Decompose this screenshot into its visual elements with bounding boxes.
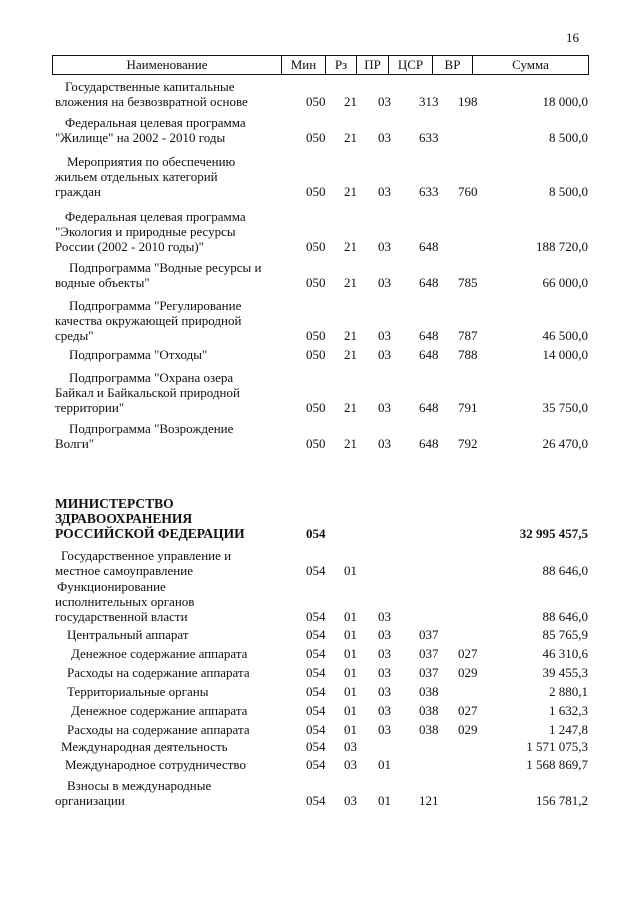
row-name-line: Территориальные органы: [67, 684, 209, 699]
table-row: [0, 579, 640, 624]
code-vr: 788: [458, 347, 478, 362]
row-sum: 32 995 457,5: [519, 526, 588, 541]
code-pr: 03: [378, 130, 391, 145]
row-name-line: Волги": [55, 436, 95, 451]
row-name: [55, 778, 295, 808]
table-row: [0, 209, 640, 254]
header-rz: Рз: [326, 56, 357, 74]
code-pr: 03: [378, 627, 391, 642]
row-name: [55, 154, 295, 199]
table-row: [0, 79, 640, 109]
row-name-line: организации: [55, 793, 125, 808]
row-name-line: Мероприятия по обеспечению: [67, 154, 236, 169]
code-min: 050: [306, 94, 326, 109]
row-name-line: жильем отдельных категорий: [55, 169, 218, 184]
row-name: [55, 684, 295, 699]
row-name-line: местное самоуправление: [55, 563, 193, 578]
row-name-line: Центральный аппарат: [67, 627, 189, 642]
table-row: [0, 154, 640, 199]
code-csr: 633: [419, 184, 439, 199]
row-name-line: Взносы в международные: [67, 778, 212, 793]
row-sum: 1 632,3: [549, 703, 588, 718]
row-name: [55, 209, 295, 254]
header-min: Мин: [282, 56, 326, 74]
code-rz: 21: [344, 275, 357, 290]
row-name-line: граждан: [55, 184, 101, 199]
row-name-line: Подпрограмма "Водные ресурсы и: [69, 260, 262, 275]
row-sum: 1 568 869,7: [526, 757, 588, 772]
code-min: 054: [306, 563, 326, 578]
row-name-line: Денежное содержание аппарата: [71, 646, 248, 661]
code-csr: 038: [419, 684, 439, 699]
code-min: 050: [306, 275, 326, 290]
table-row: [0, 548, 640, 578]
code-min: 050: [306, 130, 326, 145]
code-csr: 038: [419, 722, 439, 737]
code-min: 054: [306, 703, 326, 718]
code-rz: 01: [344, 646, 357, 661]
row-name: [55, 496, 295, 541]
row-name-line: РОССИЙСКОЙ ФЕДЕРАЦИИ: [55, 526, 245, 541]
row-name-line: Байкал и Байкальской природной: [55, 385, 240, 400]
row-name: [55, 298, 295, 343]
row-name-line: Государственное управление и: [61, 548, 232, 563]
row-name: [55, 370, 295, 415]
code-min: 050: [306, 400, 326, 415]
row-name: [55, 421, 295, 451]
code-pr: 03: [378, 184, 391, 199]
code-csr: 648: [419, 275, 439, 290]
row-sum: 46 500,0: [542, 328, 588, 343]
row-name-line: Подпрограмма "Регулирование: [69, 298, 242, 313]
code-csr: 648: [419, 400, 439, 415]
row-sum: 85 765,9: [542, 627, 588, 642]
row-sum: 66 000,0: [542, 275, 588, 290]
code-min: 054: [306, 739, 326, 754]
code-min: 050: [306, 328, 326, 343]
row-name-line: территории": [55, 400, 125, 415]
code-rz: 01: [344, 665, 357, 680]
code-rz: 21: [344, 328, 357, 343]
row-sum: 39 455,3: [542, 665, 588, 680]
row-name-line: МИНИСТЕРСТВО: [55, 496, 174, 511]
row-name-line: среды": [55, 328, 94, 343]
header-pr: ПР: [357, 56, 389, 74]
code-pr: 03: [378, 436, 391, 451]
code-rz: 01: [344, 563, 357, 578]
code-min: 054: [306, 609, 326, 624]
row-sum: 35 750,0: [542, 400, 588, 415]
code-min: 054: [306, 665, 326, 680]
row-sum: 1 571 075,3: [526, 739, 588, 754]
row-name-line: ЗДРАВООХРАНЕНИЯ: [55, 511, 193, 526]
row-sum: 46 310,6: [542, 646, 588, 661]
code-vr: 029: [458, 665, 478, 680]
row-name-line: Денежное содержание аппарата: [71, 703, 248, 718]
row-name-line: исполнительных органов: [55, 594, 195, 609]
row-name-line: Подпрограмма "Охрана озера: [69, 370, 234, 385]
row-name: [55, 757, 295, 772]
row-sum: 14 000,0: [542, 347, 588, 362]
table-row: [0, 778, 640, 808]
code-pr: 03: [378, 275, 391, 290]
code-csr: 313: [419, 94, 439, 109]
code-rz: 21: [344, 436, 357, 451]
code-min: 054: [306, 646, 326, 661]
code-csr: 037: [419, 665, 439, 680]
code-vr: 027: [458, 646, 478, 661]
table-row: [0, 646, 640, 661]
code-rz: 01: [344, 703, 357, 718]
code-rz: 21: [344, 94, 357, 109]
code-rz: 01: [344, 627, 357, 642]
code-pr: 03: [378, 400, 391, 415]
code-pr: 03: [378, 646, 391, 661]
header-vr: ВР: [433, 56, 473, 74]
code-csr: 038: [419, 703, 439, 718]
row-sum: 88 646,0: [542, 563, 588, 578]
table-row: [0, 703, 640, 718]
code-min: 050: [306, 184, 326, 199]
code-csr: 037: [419, 627, 439, 642]
code-min: 054: [306, 684, 326, 699]
row-name-line: Федеральная целевая программа: [65, 209, 246, 224]
row-name: [55, 347, 295, 362]
row-name: [55, 260, 295, 290]
row-name: [55, 722, 295, 737]
row-name-line: Функционирование: [57, 579, 166, 594]
code-vr: 027: [458, 703, 478, 718]
code-vr: 792: [458, 436, 478, 451]
row-name-line: Международное сотрудничество: [65, 757, 246, 772]
code-rz: 01: [344, 684, 357, 699]
row-name-line: качества окружающей природной: [55, 313, 242, 328]
code-csr: 633: [419, 130, 439, 145]
row-sum: 8 500,0: [549, 184, 588, 199]
code-vr: 785: [458, 275, 478, 290]
row-sum: 8 500,0: [549, 130, 588, 145]
row-sum: 18 000,0: [542, 94, 588, 109]
code-pr: 03: [378, 347, 391, 362]
code-vr: 029: [458, 722, 478, 737]
code-rz: 21: [344, 347, 357, 362]
code-csr: 037: [419, 646, 439, 661]
row-name-line: государственной власти: [55, 609, 188, 624]
code-rz: 01: [344, 722, 357, 737]
code-rz: 03: [344, 757, 357, 772]
row-sum: 88 646,0: [542, 609, 588, 624]
code-rz: 21: [344, 130, 357, 145]
table-row: [0, 496, 640, 541]
table-row: [0, 665, 640, 680]
row-sum: 188 720,0: [536, 239, 588, 254]
code-min: 050: [306, 347, 326, 362]
page-number: 16: [566, 30, 579, 45]
row-sum: 156 781,2: [536, 793, 588, 808]
row-name-line: водные объекты": [55, 275, 150, 290]
code-csr: 648: [419, 328, 439, 343]
row-name: [55, 703, 295, 718]
code-csr: 648: [419, 436, 439, 451]
row-name-line: Международная деятельность: [61, 739, 228, 754]
code-vr: 787: [458, 328, 478, 343]
table-row: [0, 298, 640, 343]
row-name-line: вложения на безвозвратной основе: [55, 94, 248, 109]
row-name-line: "Жилище" на 2002 - 2010 годы: [55, 130, 226, 145]
code-pr: 03: [378, 94, 391, 109]
code-min: 054: [306, 793, 326, 808]
code-rz: 21: [344, 184, 357, 199]
row-name-line: Расходы на содержание аппарата: [67, 722, 250, 737]
code-pr: 03: [378, 703, 391, 718]
table-header: [52, 55, 589, 75]
row-sum: 2 880,1: [549, 684, 588, 699]
row-name-line: России (2002 - 2010 годы)": [55, 239, 204, 254]
table-row: [0, 739, 640, 754]
header-csr: ЦСР: [389, 56, 433, 74]
row-name: [55, 627, 295, 642]
row-name: [55, 115, 295, 145]
code-vr: 198: [458, 94, 478, 109]
code-pr: 01: [378, 757, 391, 772]
row-name-line: Государственные капитальные: [65, 79, 235, 94]
code-rz: 03: [344, 739, 357, 754]
row-name: [55, 579, 295, 624]
code-pr: 03: [378, 609, 391, 624]
code-pr: 03: [378, 684, 391, 699]
code-csr: 648: [419, 239, 439, 254]
code-vr: 791: [458, 400, 478, 415]
row-name-line: Федеральная целевая программа: [65, 115, 246, 130]
code-rz: 21: [344, 400, 357, 415]
row-name: [55, 665, 295, 680]
header-name: Наименование: [53, 56, 282, 74]
row-name-line: "Экология и природные ресурсы: [55, 224, 236, 239]
code-pr: 03: [378, 722, 391, 737]
table-row: [0, 370, 640, 415]
code-pr: 03: [378, 239, 391, 254]
table-row: [0, 684, 640, 699]
code-csr: 648: [419, 347, 439, 362]
row-name-line: Подпрограмма "Отходы": [69, 347, 208, 362]
code-min: 054: [306, 722, 326, 737]
table-row: [0, 347, 640, 362]
table-row: [0, 757, 640, 772]
row-sum: 26 470,0: [542, 436, 588, 451]
table-row: [0, 115, 640, 145]
code-pr: 03: [378, 665, 391, 680]
code-min: 054: [306, 627, 326, 642]
code-csr: 121: [419, 793, 439, 808]
header-sum: Сумма: [512, 57, 549, 72]
code-min: 050: [306, 239, 326, 254]
code-rz: 03: [344, 793, 357, 808]
code-rz: 01: [344, 609, 357, 624]
row-name: [55, 739, 295, 754]
row-name-line: Подпрограмма "Возрождение: [69, 421, 234, 436]
code-pr: 01: [378, 793, 391, 808]
table-row: [0, 722, 640, 737]
row-name: [55, 79, 295, 109]
row-name: [55, 548, 295, 578]
code-min: 054: [306, 526, 326, 541]
code-vr: 760: [458, 184, 478, 199]
table-row: [0, 627, 640, 642]
code-min: 054: [306, 757, 326, 772]
row-sum: 1 247,8: [549, 722, 588, 737]
code-min: 050: [306, 436, 326, 451]
code-pr: 03: [378, 328, 391, 343]
row-name-line: Расходы на содержание аппарата: [67, 665, 250, 680]
table-row: [0, 260, 640, 290]
code-rz: 21: [344, 239, 357, 254]
table-row: [0, 421, 640, 451]
row-name: [55, 646, 295, 661]
